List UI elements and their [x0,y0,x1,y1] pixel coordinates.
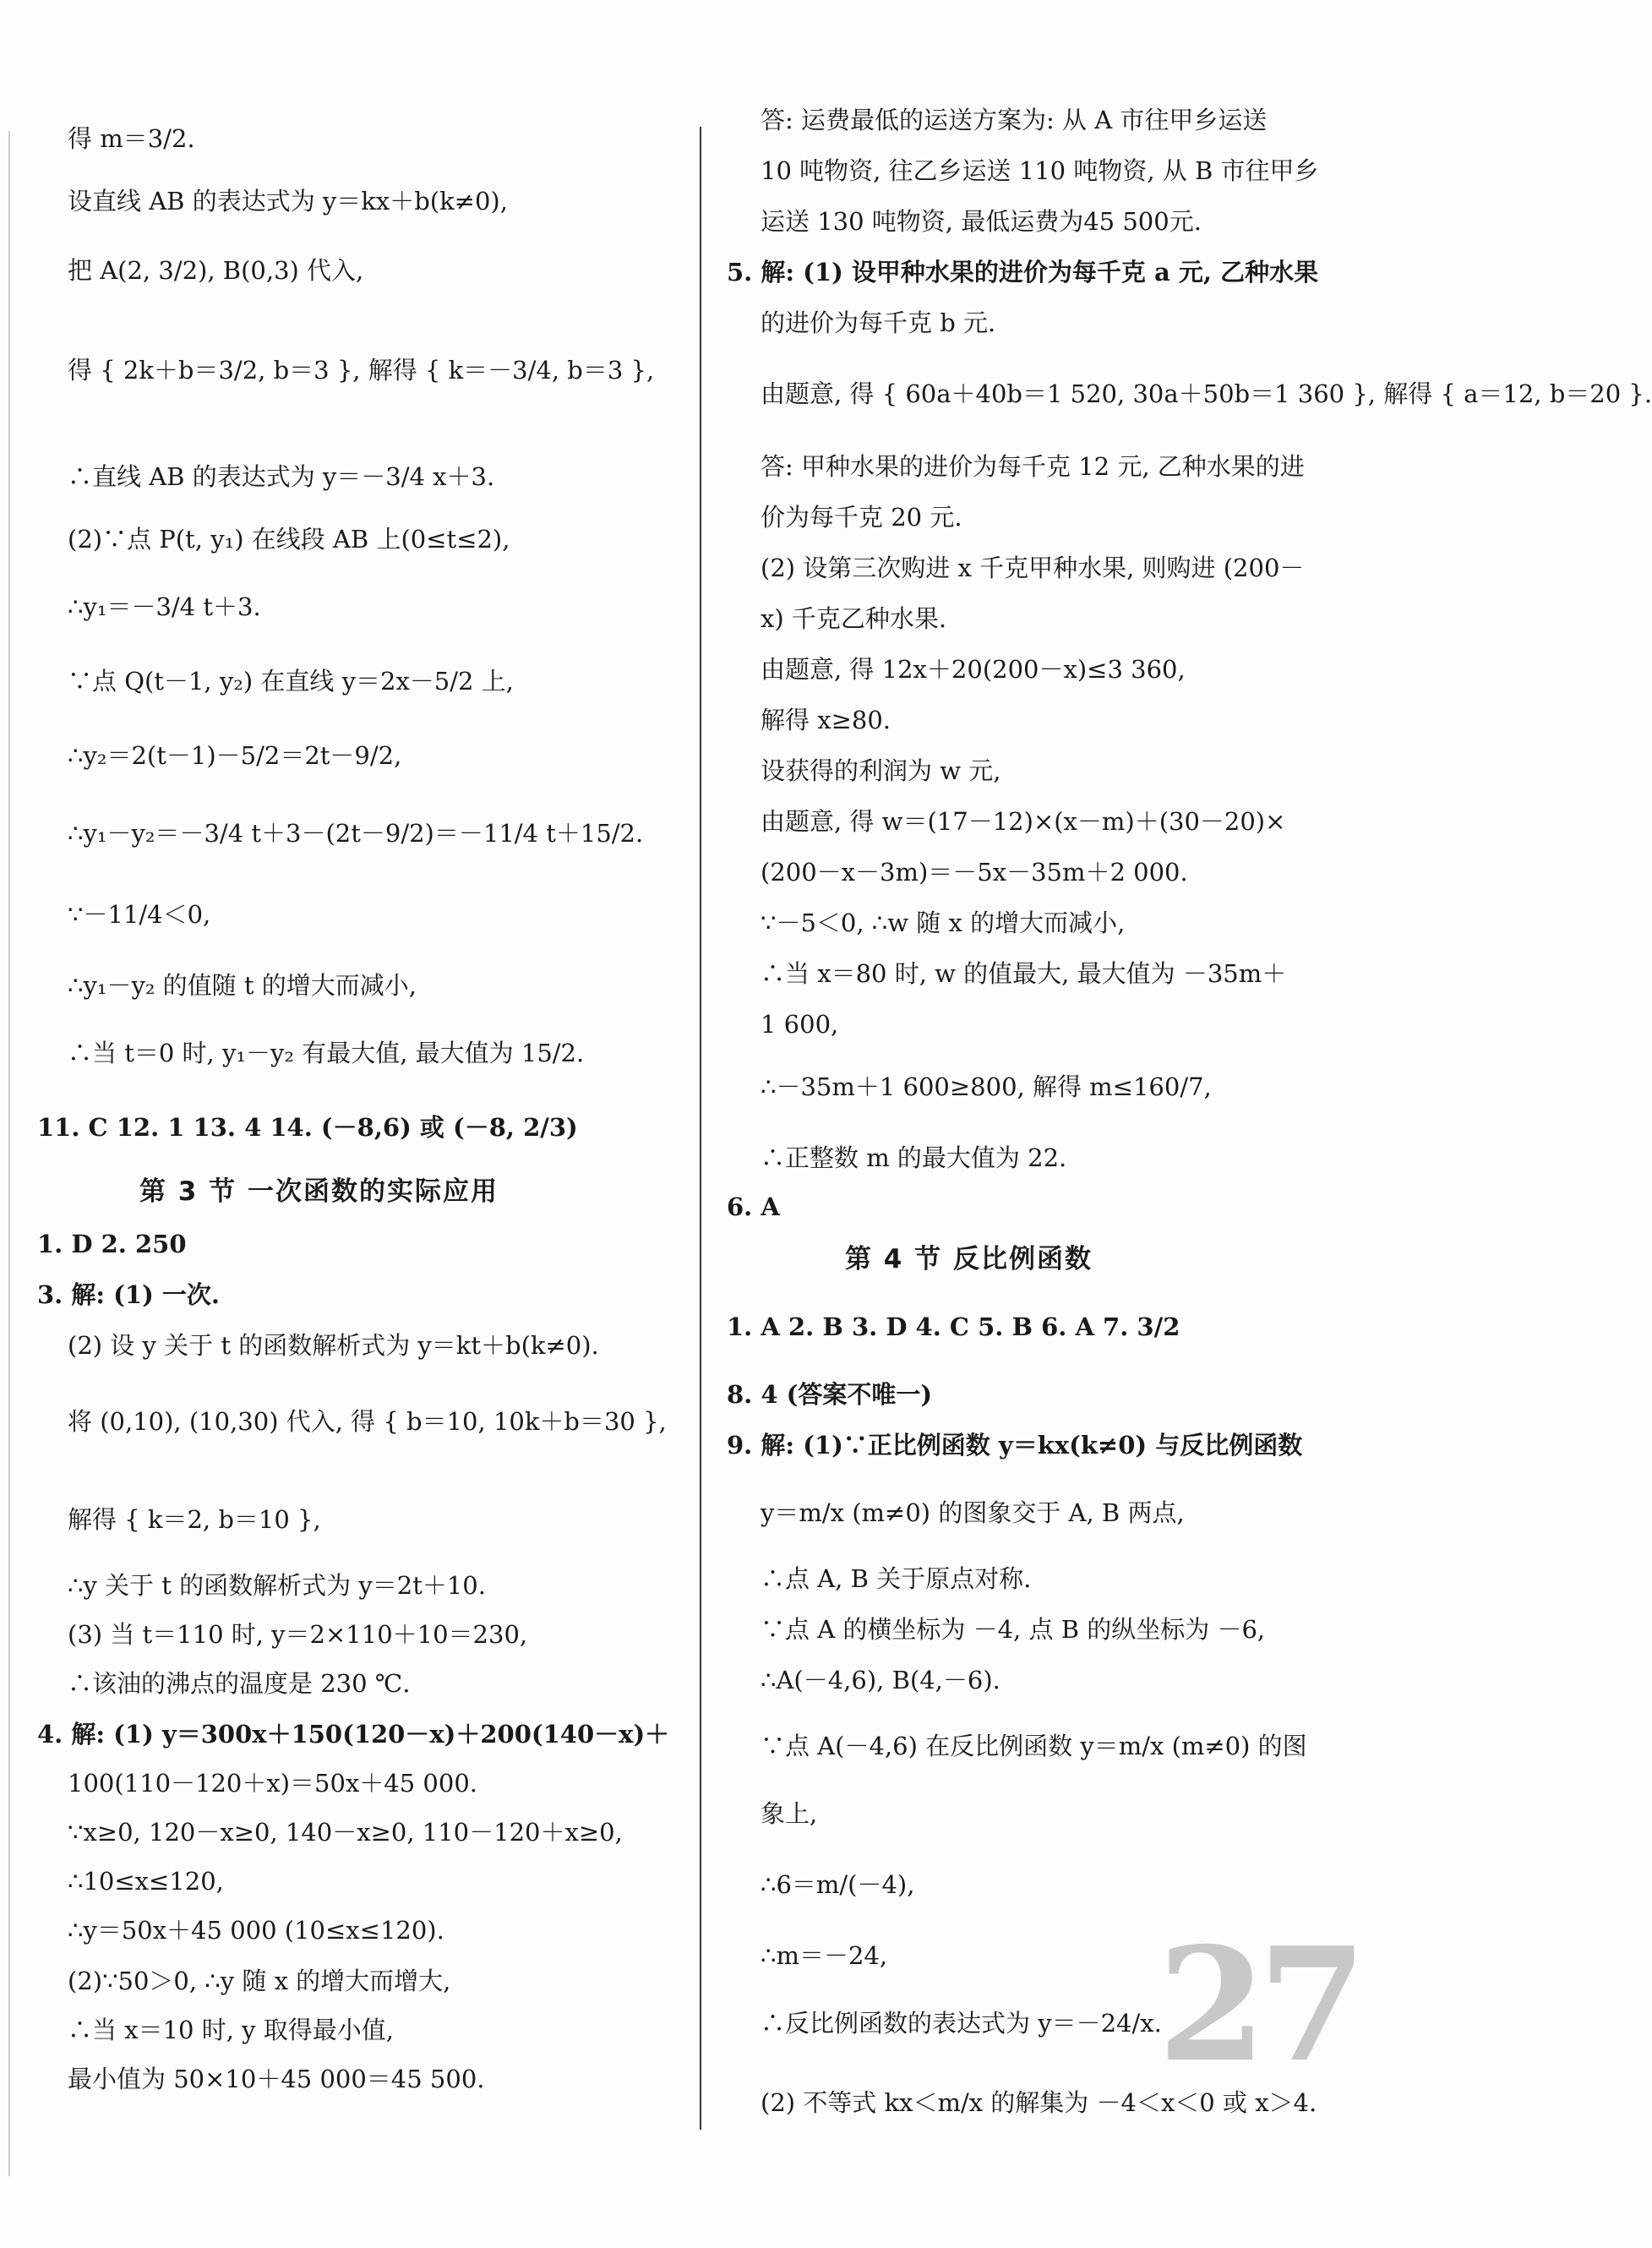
text-line: ∴直线 AB 的表达式为 y＝－3/4 x＋3. [68,462,495,491]
text-line: ∴当 x＝80 时, w 的值最大, 最大值为 －35m＋ [761,959,1287,988]
text-line: ∵－5＜0, ∴w 随 x 的增大而减小, [761,908,1126,937]
section-heading: 第 4 节 反比例函数 [845,1244,1093,1274]
text-line: (2) 设第三次购进 x 千克甲种水果, 则购进 (200－ [761,554,1305,582]
text-line: ∴6＝m/(－4), [761,1870,915,1899]
text-line: ∴y₂＝2(t－1)－5/2＝2t－9/2, [68,741,402,770]
text-line: 由题意, 得 w＝(17－12)×(x－m)＋(30－20)× [761,807,1286,836]
text-line: (2)∵50＞0, ∴y 随 x 的增大而增大, [68,1967,451,1995]
text-line: 将 (0,10), (10,30) 代入, 得 { b＝10, 10k＋b＝30 }, [68,1407,667,1436]
text-line: 1 600, [761,1010,839,1039]
text-line: (2)∵点 P(t, y₁) 在线段 AB 上(0≤t≤2), [68,525,510,554]
text-line: 把 A(2, 3/2), B(0,3) 代入, [68,256,364,285]
text-line: (2) 设 y 关于 t 的函数解析式为 y＝kt＋b(k≠0). [68,1331,599,1360]
text-line: (3) 当 t＝110 时, y＝2×110＋10＝230, [68,1620,528,1649]
text-line: 1. D 2. 250 [37,1230,187,1258]
text-line: 3. 解: (1) 一次. [37,1280,220,1309]
text-line: 设获得的利润为 w 元, [761,756,1001,785]
text-line: 5. 解: (1) 设甲种水果的进价为每千克 a 元, 乙种水果 [727,258,1319,286]
text-line: 设直线 AB 的表达式为 y＝kx＋b(k≠0), [68,187,508,216]
text-line: ∴当 t＝0 时, y₁－y₂ 有最大值, 最大值为 15/2. [68,1039,585,1067]
text-line: ∵点 A 的横坐标为 －4, 点 B 的纵坐标为 －6, [761,1615,1266,1644]
text-line: 由题意, 得 { 60a＋40b＝1 520, 30a＋50b＝1 360 }, 解得 { a＝12, b＝20 }. [761,379,1652,408]
text-line: 答: 运费最低的运送方案为: 从 A 市往甲乡运送 [761,106,1268,134]
text-line: 10 吨物资, 往乙乡运送 110 吨物资, 从 B 市往甲乡 [761,156,1319,185]
text-line: 解得 { k＝2, b＝10 }, [68,1505,321,1534]
text-line: 9. 解: (1)∵正比例函数 y＝kx(k≠0) 与反比例函数 [727,1431,1303,1460]
text-line: ∴点 A, B 关于原点对称. [761,1564,1032,1593]
text-line: ∴－35m＋1 600≥800, 解得 m≤160/7, [761,1072,1212,1101]
text-line: ∵点 Q(t－1, y₂) 在直线 y＝2x－5/2 上, [68,667,514,696]
text-line: ∵点 A(－4,6) 在反比例函数 y＝m/x (m≠0) 的图 [761,1732,1307,1760]
text-line: ∴y₁－y₂＝－3/4 t＋3－(2t－9/2)＝－11/4 t＋15/2. [68,819,644,848]
text-line: (200－x－3m)＝－5x－35m＋2 000. [761,858,1188,887]
text-line: 由题意, 得 12x＋20(200－x)≤3 360, [761,655,1186,684]
text-line: ∴10≤x≤120, [68,1867,224,1896]
text-line: 象上, [761,1799,818,1828]
text-line: 价为每千克 20 元. [761,503,962,532]
text-line: y＝m/x (m≠0) 的图象交于 A, B 两点, [761,1498,1185,1527]
text-line: ∵x≥0, 120－x≥0, 140－x≥0, 110－120＋x≥0, [68,1818,623,1847]
text-line: ∴A(－4,6), B(4,－6). [761,1666,1000,1694]
text-line: 1. A 2. B 3. D 4. C 5. B 6. A 7. 3/2 [727,1312,1180,1341]
text-line: x) 千克乙种水果. [761,604,947,633]
text-line: ∴y₁＝－3/4 t＋3. [68,592,261,621]
column-divider [700,127,701,2130]
text-line: ∴y＝50x＋45 000 (10≤x≤120). [68,1916,444,1945]
page-number: 27 [1158,1912,1359,2097]
text-line: 6. A [727,1192,780,1221]
text-line: 8. 4 (答案不唯一) [727,1380,933,1409]
text-line: 运送 130 吨物资, 最低运费为45 500元. [761,207,1202,236]
text-line: 的进价为每千克 b 元. [761,308,996,337]
text-line: ∴y 关于 t 的函数解析式为 y＝2t＋10. [68,1571,486,1600]
text-line: 得 m＝3/2. [68,124,195,153]
text-line: ∴正整数 m 的最大值为 22. [761,1143,1067,1172]
text-line: ∴反比例函数的表达式为 y＝－24/x. [761,2009,1162,2038]
text-line: (2) 不等式 kx＜m/x 的解集为 －4＜x＜0 或 x＞4. [761,2088,1317,2117]
section-heading: 第 3 节 一次函数的实际应用 [139,1176,499,1207]
text-line: ∵－11/4＜0, [68,900,211,929]
text-line: 答: 甲种水果的进价为每千克 12 元, 乙种水果的进 [761,452,1305,481]
text-line: ∴y₁－y₂ 的值随 t 的增大而减小, [68,971,417,1000]
text-line: ∴m＝－24, [761,1941,888,1970]
scan-margin-line [8,131,10,2176]
text-line: 4. 解: (1) y＝300x＋150(120－x)＋200(140－x)＋ [37,1720,670,1749]
text-line: 11. C 12. 1 13. 4 14. (－8,6) 或 (－8, 2/3) [37,1113,578,1142]
text-line: 最小值为 50×10＋45 000＝45 500. [68,2065,485,2093]
text-line: ∴当 x＝10 时, y 取得最小值, [68,2016,394,2044]
text-line: 得 { 2k＋b＝3/2, b＝3 }, 解得 { k＝－3/4, b＝3 }, [68,356,655,385]
text-line: ∴该油的沸点的温度是 230 ℃. [68,1669,411,1698]
text-line: 100(110－120＋x)＝50x＋45 000. [68,1769,477,1798]
text-line: 解得 x≥80. [761,706,891,734]
